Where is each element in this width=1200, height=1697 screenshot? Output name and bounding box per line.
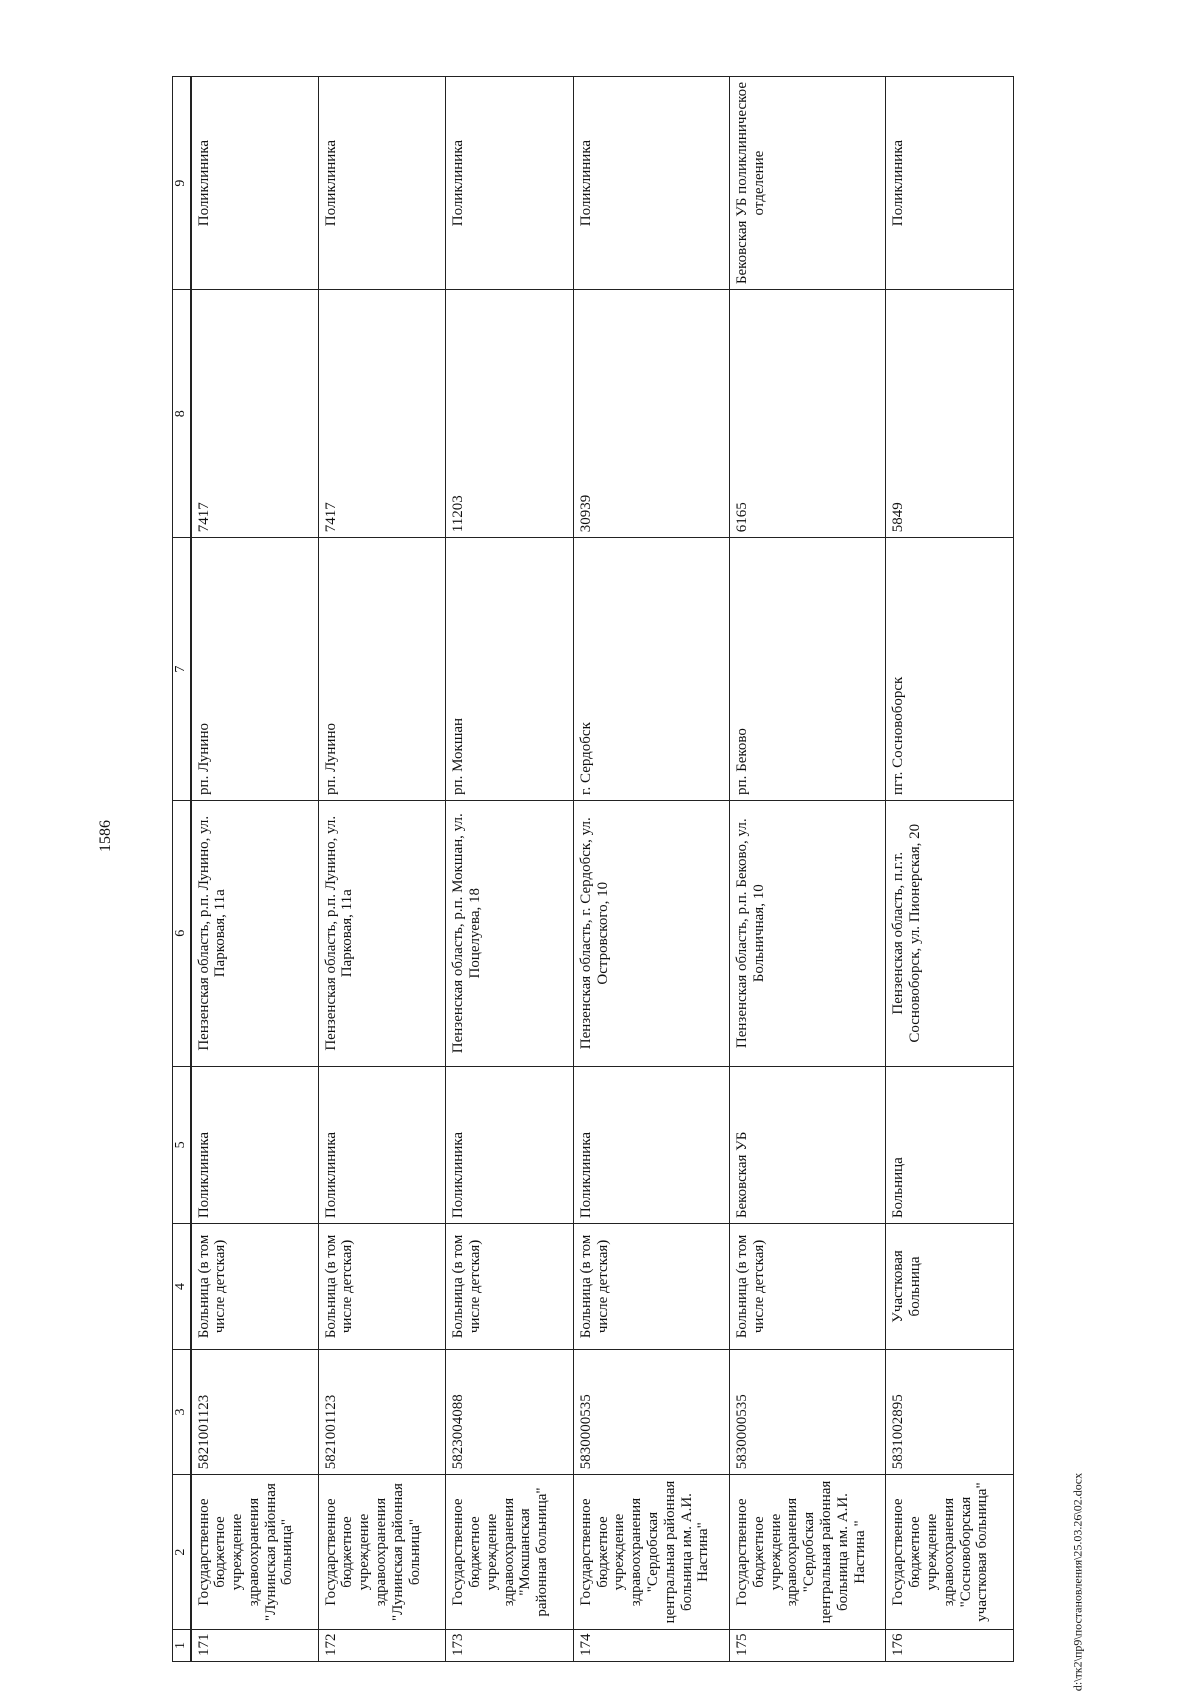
address-cell: Пензенская область, п.г.т. Сосновоборск, ул. Пионерская, 20 xyxy=(886,800,1014,1066)
table-row xyxy=(886,77,1014,1662)
population-cell: 5849 xyxy=(886,290,1014,538)
table-row xyxy=(191,77,319,1662)
inn-cell: 5823004088 xyxy=(446,1349,574,1475)
row-number-cell: 172 xyxy=(318,1629,446,1661)
address-cell: Пензенская область, р.п. Лунино, ул. Парковая, 11а xyxy=(191,800,319,1066)
unit-type-cell: Поликлиника xyxy=(191,1066,319,1224)
column-header: 7 xyxy=(173,538,191,801)
address-cell: Пензенская область, р.п. Мокшан, ул. Поцелуева, 18 xyxy=(446,800,574,1066)
organization-name-cell: Государственное бюджетное учреждение здравоохранения "Лунинская районная больница" xyxy=(318,1475,446,1630)
column-header: 4 xyxy=(173,1224,191,1350)
table-row xyxy=(318,77,446,1662)
unit-type-cell: Поликлиника xyxy=(446,1066,574,1224)
population-cell: 30939 xyxy=(573,290,729,538)
facility-type-cell: Больница (в том числе детская) xyxy=(191,1224,319,1350)
column-header: 3 xyxy=(173,1349,191,1475)
table-row xyxy=(573,77,729,1662)
facility-type-cell: Больница (в том числе детская) xyxy=(318,1224,446,1350)
row-number-cell: 176 xyxy=(886,1629,1014,1661)
rotated-table-container xyxy=(172,76,1014,1662)
row-number-cell: 175 xyxy=(730,1629,886,1661)
department-cell: Поликлиника xyxy=(573,77,729,290)
address-cell: Пензенская область, р.п. Лунино, ул. Парковая, 11а xyxy=(318,800,446,1066)
department-cell: Поликлиника xyxy=(446,77,574,290)
department-cell: Поликлиника xyxy=(886,77,1014,290)
settlement-cell: рп. Мокшан xyxy=(446,538,574,801)
unit-type-cell: Бековская УБ xyxy=(730,1066,886,1224)
facility-type-cell: Больница (в том числе детская) xyxy=(730,1224,886,1350)
settlement-cell: пгт. Сосновоборск xyxy=(886,538,1014,801)
department-cell: Бековская УБ поликлиническое отделение xyxy=(730,77,886,290)
population-cell: 7417 xyxy=(318,290,446,538)
row-number-cell: 173 xyxy=(446,1629,574,1661)
footer-file-path: d:\тк2\пр9\постановления\25.03.26\02.docx xyxy=(1070,1472,1085,1692)
settlement-cell: г. Сердобск xyxy=(573,538,729,801)
department-cell: Поликлиника xyxy=(191,77,319,290)
department-cell: Поликлиника xyxy=(318,77,446,290)
column-header: 2 xyxy=(173,1475,191,1630)
facilities-table xyxy=(172,76,1014,1662)
settlement-cell: рп. Лунино xyxy=(191,538,319,801)
facility-type-cell: Участковая больница xyxy=(886,1224,1014,1350)
column-header: 1 xyxy=(173,1629,191,1661)
unit-type-cell: Поликлиника xyxy=(318,1066,446,1224)
organization-name-cell: Государственное бюджетное учреждение здравоохранения "Мокшанская районная больница" xyxy=(446,1475,574,1630)
page-number: 1586 xyxy=(97,820,114,852)
population-cell: 7417 xyxy=(191,290,319,538)
inn-cell: 5821001123 xyxy=(318,1349,446,1475)
header-row xyxy=(173,77,191,1662)
organization-name-cell: Государственное бюджетное учреждение здравоохранения "Сосновоборская участковая больница" xyxy=(886,1475,1014,1630)
address-cell: Пензенская область, р.п. Беково, ул. Больничная, 10 xyxy=(730,800,886,1066)
row-number-cell: 174 xyxy=(573,1629,729,1661)
organization-name-cell: Государственное бюджетное учреждение здравоохранения "Сердобская центральная районная больница им. А.И. Настина" xyxy=(573,1475,729,1630)
organization-name-cell: Государственное бюджетное учреждение здравоохранения "Лунинская районная больница" xyxy=(191,1475,319,1630)
column-header: 5 xyxy=(173,1066,191,1224)
inn-cell: 5821001123 xyxy=(191,1349,319,1475)
population-cell: 11203 xyxy=(446,290,574,538)
row-number-cell: 171 xyxy=(191,1629,319,1661)
column-header: 6 xyxy=(173,800,191,1066)
facility-type-cell: Больница (в том числе детская) xyxy=(573,1224,729,1350)
unit-type-cell: Поликлиника xyxy=(573,1066,729,1224)
settlement-cell: рп. Беково xyxy=(730,538,886,801)
table-row xyxy=(446,77,574,1662)
address-cell: Пензенская область, г. Сердобск, ул. Островского, 10 xyxy=(573,800,729,1066)
population-cell: 6165 xyxy=(730,290,886,538)
inn-cell: 5830000535 xyxy=(573,1349,729,1475)
unit-type-cell: Больница xyxy=(886,1066,1014,1224)
settlement-cell: рп. Лунино xyxy=(318,538,446,801)
column-header: 8 xyxy=(173,290,191,538)
column-header: 9 xyxy=(173,77,191,290)
organization-name-cell: Государственное бюджетное учреждение здравоохранения "Сердобская центральная районная больница им. А.И. Настина " xyxy=(730,1475,886,1630)
facility-type-cell: Больница (в том числе детская) xyxy=(446,1224,574,1350)
inn-cell: 5830000535 xyxy=(730,1349,886,1475)
table-row xyxy=(730,77,886,1662)
inn-cell: 5831002895 xyxy=(886,1349,1014,1475)
